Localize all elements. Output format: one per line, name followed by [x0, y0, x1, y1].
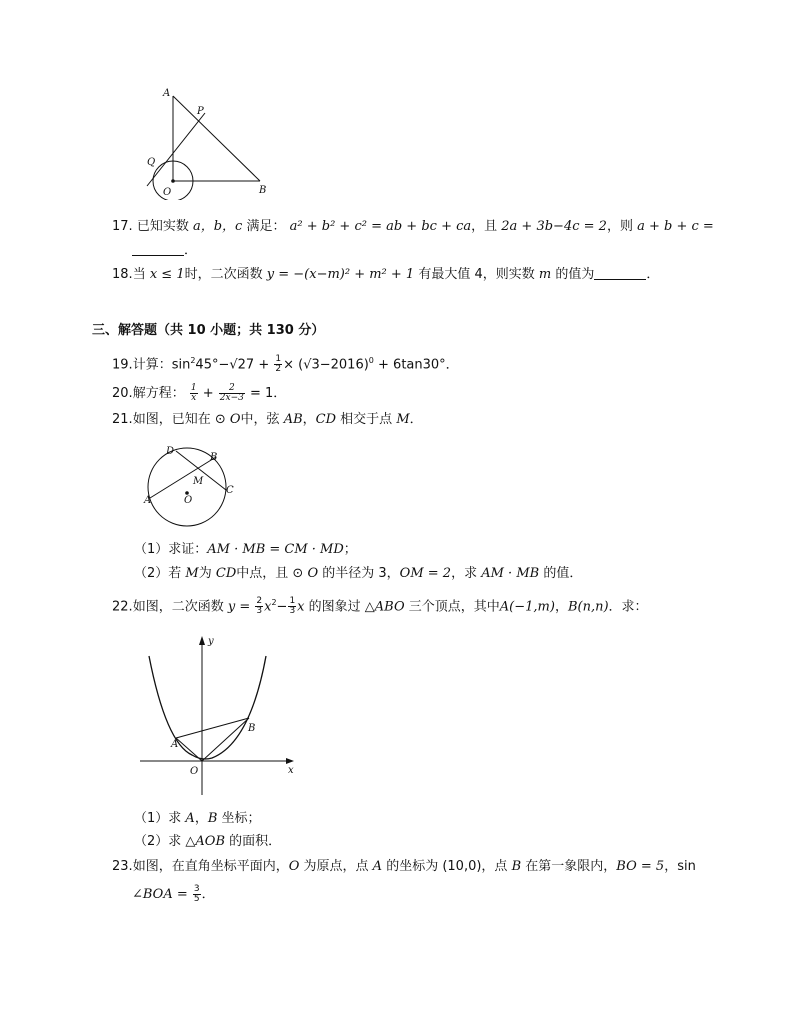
- math: 2a + 3b−4c = 2: [501, 219, 607, 234]
- text: ．: [646, 267, 660, 282]
- text: 的坐标为 (10,0)，点: [386, 859, 508, 874]
- text: ．求：: [608, 599, 648, 615]
- exponent: 2: [271, 598, 277, 607]
- label-b: B: [259, 185, 267, 196]
- text: ，则: [606, 219, 633, 234]
- text: ．: [273, 386, 287, 401]
- text: （1）求: [134, 811, 182, 826]
- math: 45°−√27 +: [195, 357, 270, 373]
- question-number: 23.: [112, 859, 133, 874]
- numerator: 1: [190, 383, 197, 393]
- question-21: [112, 411, 423, 429]
- text: 中，弦: [240, 412, 280, 427]
- numerator: 1: [289, 596, 296, 607]
- math: ∠BOA =: [132, 887, 188, 902]
- math: B: [511, 859, 522, 874]
- denominator: 2: [275, 364, 282, 375]
- numerator: 3: [193, 884, 200, 894]
- math: m: [538, 267, 552, 282]
- label-o: O: [190, 766, 199, 777]
- math: + 6tan30°: [378, 357, 446, 373]
- math: M: [185, 566, 199, 581]
- math: A: [372, 859, 383, 874]
- math: O: [229, 412, 241, 427]
- label-p: P: [197, 106, 204, 117]
- numerator: 2: [219, 384, 245, 394]
- text: 的值为: [555, 267, 595, 282]
- math: sin: [171, 357, 191, 373]
- math: y =: [227, 599, 251, 615]
- question-21-part-1: [134, 541, 357, 559]
- text: 的半径为 3，: [322, 566, 400, 581]
- denominator: x: [191, 393, 197, 403]
- math: B(n,n): [567, 599, 609, 615]
- label-y: y: [208, 636, 214, 647]
- math: x: [297, 599, 305, 615]
- text: 已知实数: [136, 219, 189, 234]
- math: B: [207, 811, 218, 826]
- fraction: [274, 355, 282, 374]
- question-18: [112, 266, 659, 284]
- question-number: 17.: [112, 219, 133, 234]
- math: O: [288, 859, 300, 874]
- math: × (√3−2016): [283, 357, 369, 373]
- math: AOB: [195, 834, 226, 849]
- question-21-part-2: [134, 565, 582, 583]
- math: x: [264, 599, 272, 615]
- math: O: [307, 566, 319, 581]
- math: y = −(x−m)² + m² + 1: [266, 267, 415, 282]
- label-b: B: [210, 452, 218, 463]
- math: AB: [283, 412, 303, 427]
- fraction: [288, 597, 296, 616]
- math: M: [396, 412, 410, 427]
- denominator: 5: [193, 894, 200, 904]
- section-title: 三、解答题（共 10 小题；共 130 分）: [92, 323, 325, 338]
- math: OM = 2: [399, 566, 452, 581]
- question-20: [112, 384, 286, 403]
- math: A(−1,m): [499, 599, 555, 615]
- question-number: 22.: [112, 599, 133, 615]
- parabola-figure: [138, 630, 308, 800]
- label-o: O: [184, 495, 193, 506]
- question-number: 21.: [112, 412, 133, 427]
- fraction: [255, 597, 263, 616]
- math: A: [185, 811, 195, 826]
- text: 的面积．: [229, 834, 282, 849]
- text: ．: [201, 887, 215, 902]
- text: 解方程：: [132, 386, 185, 401]
- text: ．: [445, 357, 459, 373]
- text: ，且: [471, 219, 498, 234]
- exponent: 2: [190, 356, 196, 365]
- text: （2）若: [134, 566, 182, 581]
- question-number: 20.: [112, 386, 133, 401]
- label-d: D: [166, 446, 175, 457]
- text: 相交于点: [340, 412, 393, 427]
- math: CD: [215, 566, 237, 581]
- text: 如图，二次函数: [132, 599, 224, 615]
- label-b: B: [248, 723, 256, 734]
- text: ，: [302, 412, 316, 427]
- question-19: [112, 352, 459, 374]
- numerator: 1: [275, 354, 282, 365]
- exponent: 0: [368, 356, 374, 365]
- math: BO = 5: [616, 859, 665, 874]
- answer-blank[interactable]: [132, 243, 184, 256]
- answer-blank[interactable]: [594, 267, 646, 280]
- text: 为原点，点: [303, 859, 369, 874]
- text: 满足：: [246, 219, 286, 234]
- math: a² + b² + c² = ab + bc + ca: [289, 219, 472, 234]
- text: 的值．: [543, 566, 583, 581]
- text: 当: [132, 267, 146, 282]
- text: ，求: [451, 566, 478, 581]
- text: ，: [554, 599, 568, 615]
- math: AM · MB = CM · MD: [207, 542, 344, 557]
- text: （2）求 △: [134, 834, 196, 849]
- denominator: 3: [256, 606, 263, 617]
- denominator: 3: [289, 606, 296, 617]
- fraction: [219, 384, 245, 403]
- math: ABO: [374, 599, 405, 615]
- label-a: A: [144, 495, 152, 506]
- label-a: A: [163, 88, 171, 99]
- text: 为: [198, 566, 212, 581]
- math: a + b + c =: [637, 219, 714, 234]
- text: （1）求证：: [134, 542, 208, 557]
- question-17: [112, 218, 714, 236]
- triangle-circle-figure: [135, 85, 280, 200]
- math: a，b，c: [192, 219, 243, 234]
- math: x ≤ 1: [149, 267, 185, 282]
- text: 在第一象限内，: [525, 859, 617, 874]
- question-17-blank-line: [132, 242, 197, 260]
- label-q: Q: [147, 157, 156, 168]
- text: ，: [194, 811, 208, 826]
- math: −: [276, 599, 288, 615]
- fraction: [193, 885, 201, 904]
- label-a: A: [171, 739, 179, 750]
- label-x: x: [288, 765, 294, 776]
- math: +: [202, 386, 214, 401]
- fraction: [190, 384, 198, 403]
- question-22: [112, 594, 648, 616]
- text: ．: [409, 412, 423, 427]
- label-c: C: [226, 485, 234, 496]
- text: ．: [184, 243, 198, 258]
- label-m: M: [193, 476, 204, 487]
- math: AM · MB: [481, 566, 540, 581]
- text: 坐标；: [221, 811, 261, 826]
- text: 如图，在直角坐标平面内，: [132, 859, 289, 874]
- math: = 1: [249, 386, 274, 401]
- question-number: 19.: [112, 357, 133, 373]
- question-23: [112, 858, 696, 876]
- math: CD: [315, 412, 337, 427]
- question-23-line-2: [132, 885, 215, 904]
- text: 时，二次函数: [184, 267, 263, 282]
- label-o: O: [163, 187, 172, 198]
- text: 计算：: [132, 357, 172, 373]
- question-number: 18.: [112, 267, 133, 282]
- text: 的图象过 △: [308, 599, 375, 615]
- question-22-part-2: [134, 833, 281, 851]
- text: 中点，且 ⊙: [236, 566, 304, 581]
- text: 三个顶点，其中: [408, 599, 500, 615]
- text: ；: [343, 542, 357, 557]
- numerator: 2: [256, 596, 263, 607]
- circle-chords-figure: [140, 443, 240, 535]
- text: ，sin: [664, 859, 696, 874]
- denominator: 2x−3: [219, 393, 244, 403]
- question-22-part-1: [134, 810, 261, 828]
- text: 有最大值 4，则实数: [418, 267, 535, 282]
- text: 如图，已知在 ⊙: [132, 412, 226, 427]
